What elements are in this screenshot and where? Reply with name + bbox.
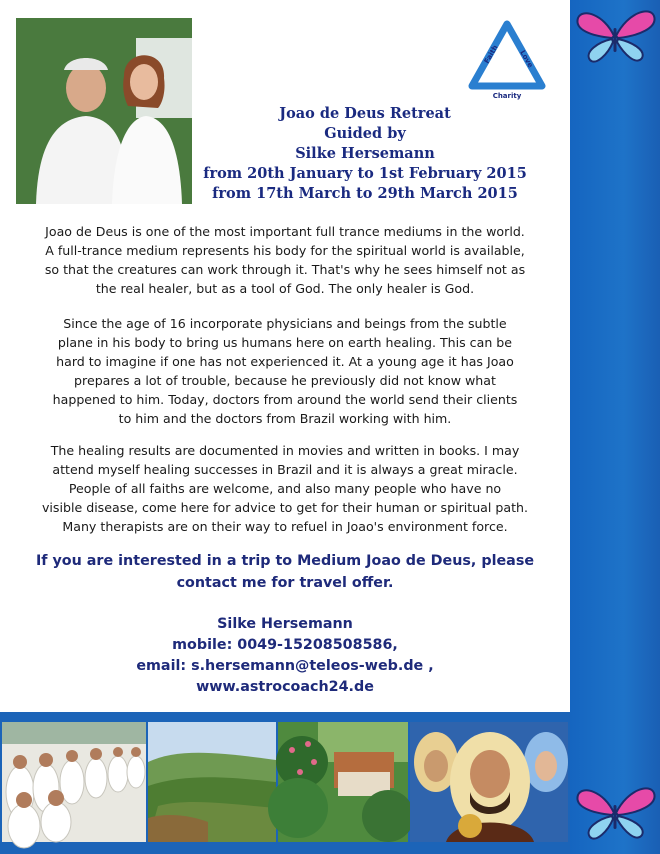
title-guided-by: Guided by [324,125,406,142]
call-to-action [12,550,558,594]
paragraph-history [12,314,558,428]
title-dates-2: from 17th March to 29th March 2015 [212,185,518,202]
title-block [190,104,540,204]
contact-email[interactable]: email: s.hersemann@teleos-web.de , [136,658,434,674]
paragraph-line: visible disease, come here for advice to get for their human or spiritual path. [41,500,529,515]
cta-line: contact me for travel offer. [176,575,394,591]
paragraph-line: The healing results are documented in movies and written in books. I may [50,443,520,458]
paragraph-line: prepares a lot of trouble, because he previously did not know what [74,373,496,388]
logo-faith-text: Faith [482,43,500,65]
photo-congregation [2,722,146,842]
paragraph-line: Many therapists are on their way to refuel in Joao's environment force. [62,519,508,534]
right-sidebar [570,0,660,854]
contact-website[interactable]: www.astrocoach24.de [196,679,374,695]
paragraph-intro [12,222,558,298]
paragraph-line: Joao de Deus is one of the most important full trance mediums in the world. [45,224,525,239]
contact-name: Silke Hersemann [217,616,353,632]
paragraph-line: attend myself healing successes in Brazil and it is always a great miracle. [52,462,518,477]
contact-mobile: mobile: 0049-15208508586, [172,637,398,653]
paragraph-results [12,441,558,536]
title-name: Silke Hersemann [295,145,435,162]
faith-love-charity-logo [468,20,546,100]
photo-garden [278,722,408,842]
cta-line: If you are interested in a trip to Medium Joao de Deus, please [35,553,535,569]
logo-charity-text: Charity [492,92,522,100]
paragraph-line: People of all faiths are welcome, and also many people who have no [68,481,502,496]
paragraph-line: happened to him. Today, doctors from around the world send their clients [52,392,518,407]
paragraph-line: to him and the doctors from Brazil working with him. [118,411,452,426]
butterfly-icon [574,783,656,845]
logo-love-text: Love [518,49,535,70]
portrait-photo [16,18,192,204]
paragraph-line: plane in his body to bring us humans here on earth healing. This can be [57,335,513,350]
photo-saints-collage [410,722,568,842]
paragraph-line: hard to imagine if one has not experienced it. At a young age it has Joao [56,354,514,369]
paragraph-line: the real healer, but as a tool of God. The only healer is God. [95,281,475,296]
photo-landscape [148,722,276,842]
paragraph-line: Since the age of 16 incorporate physicians and beings from the subtle [63,316,507,331]
butterfly-icon [574,6,656,68]
contact-block [12,614,558,698]
title-dates-1: from 20th January to 1st February 2015 [203,165,527,182]
paragraph-line: A full-trance medium represents his body for the spiritual world is available, [45,243,525,258]
paragraph-line: so that the creatures can work through it. That's why he sees himself not as [44,262,526,277]
title-retreat: Joao de Deus Retreat [279,105,451,122]
